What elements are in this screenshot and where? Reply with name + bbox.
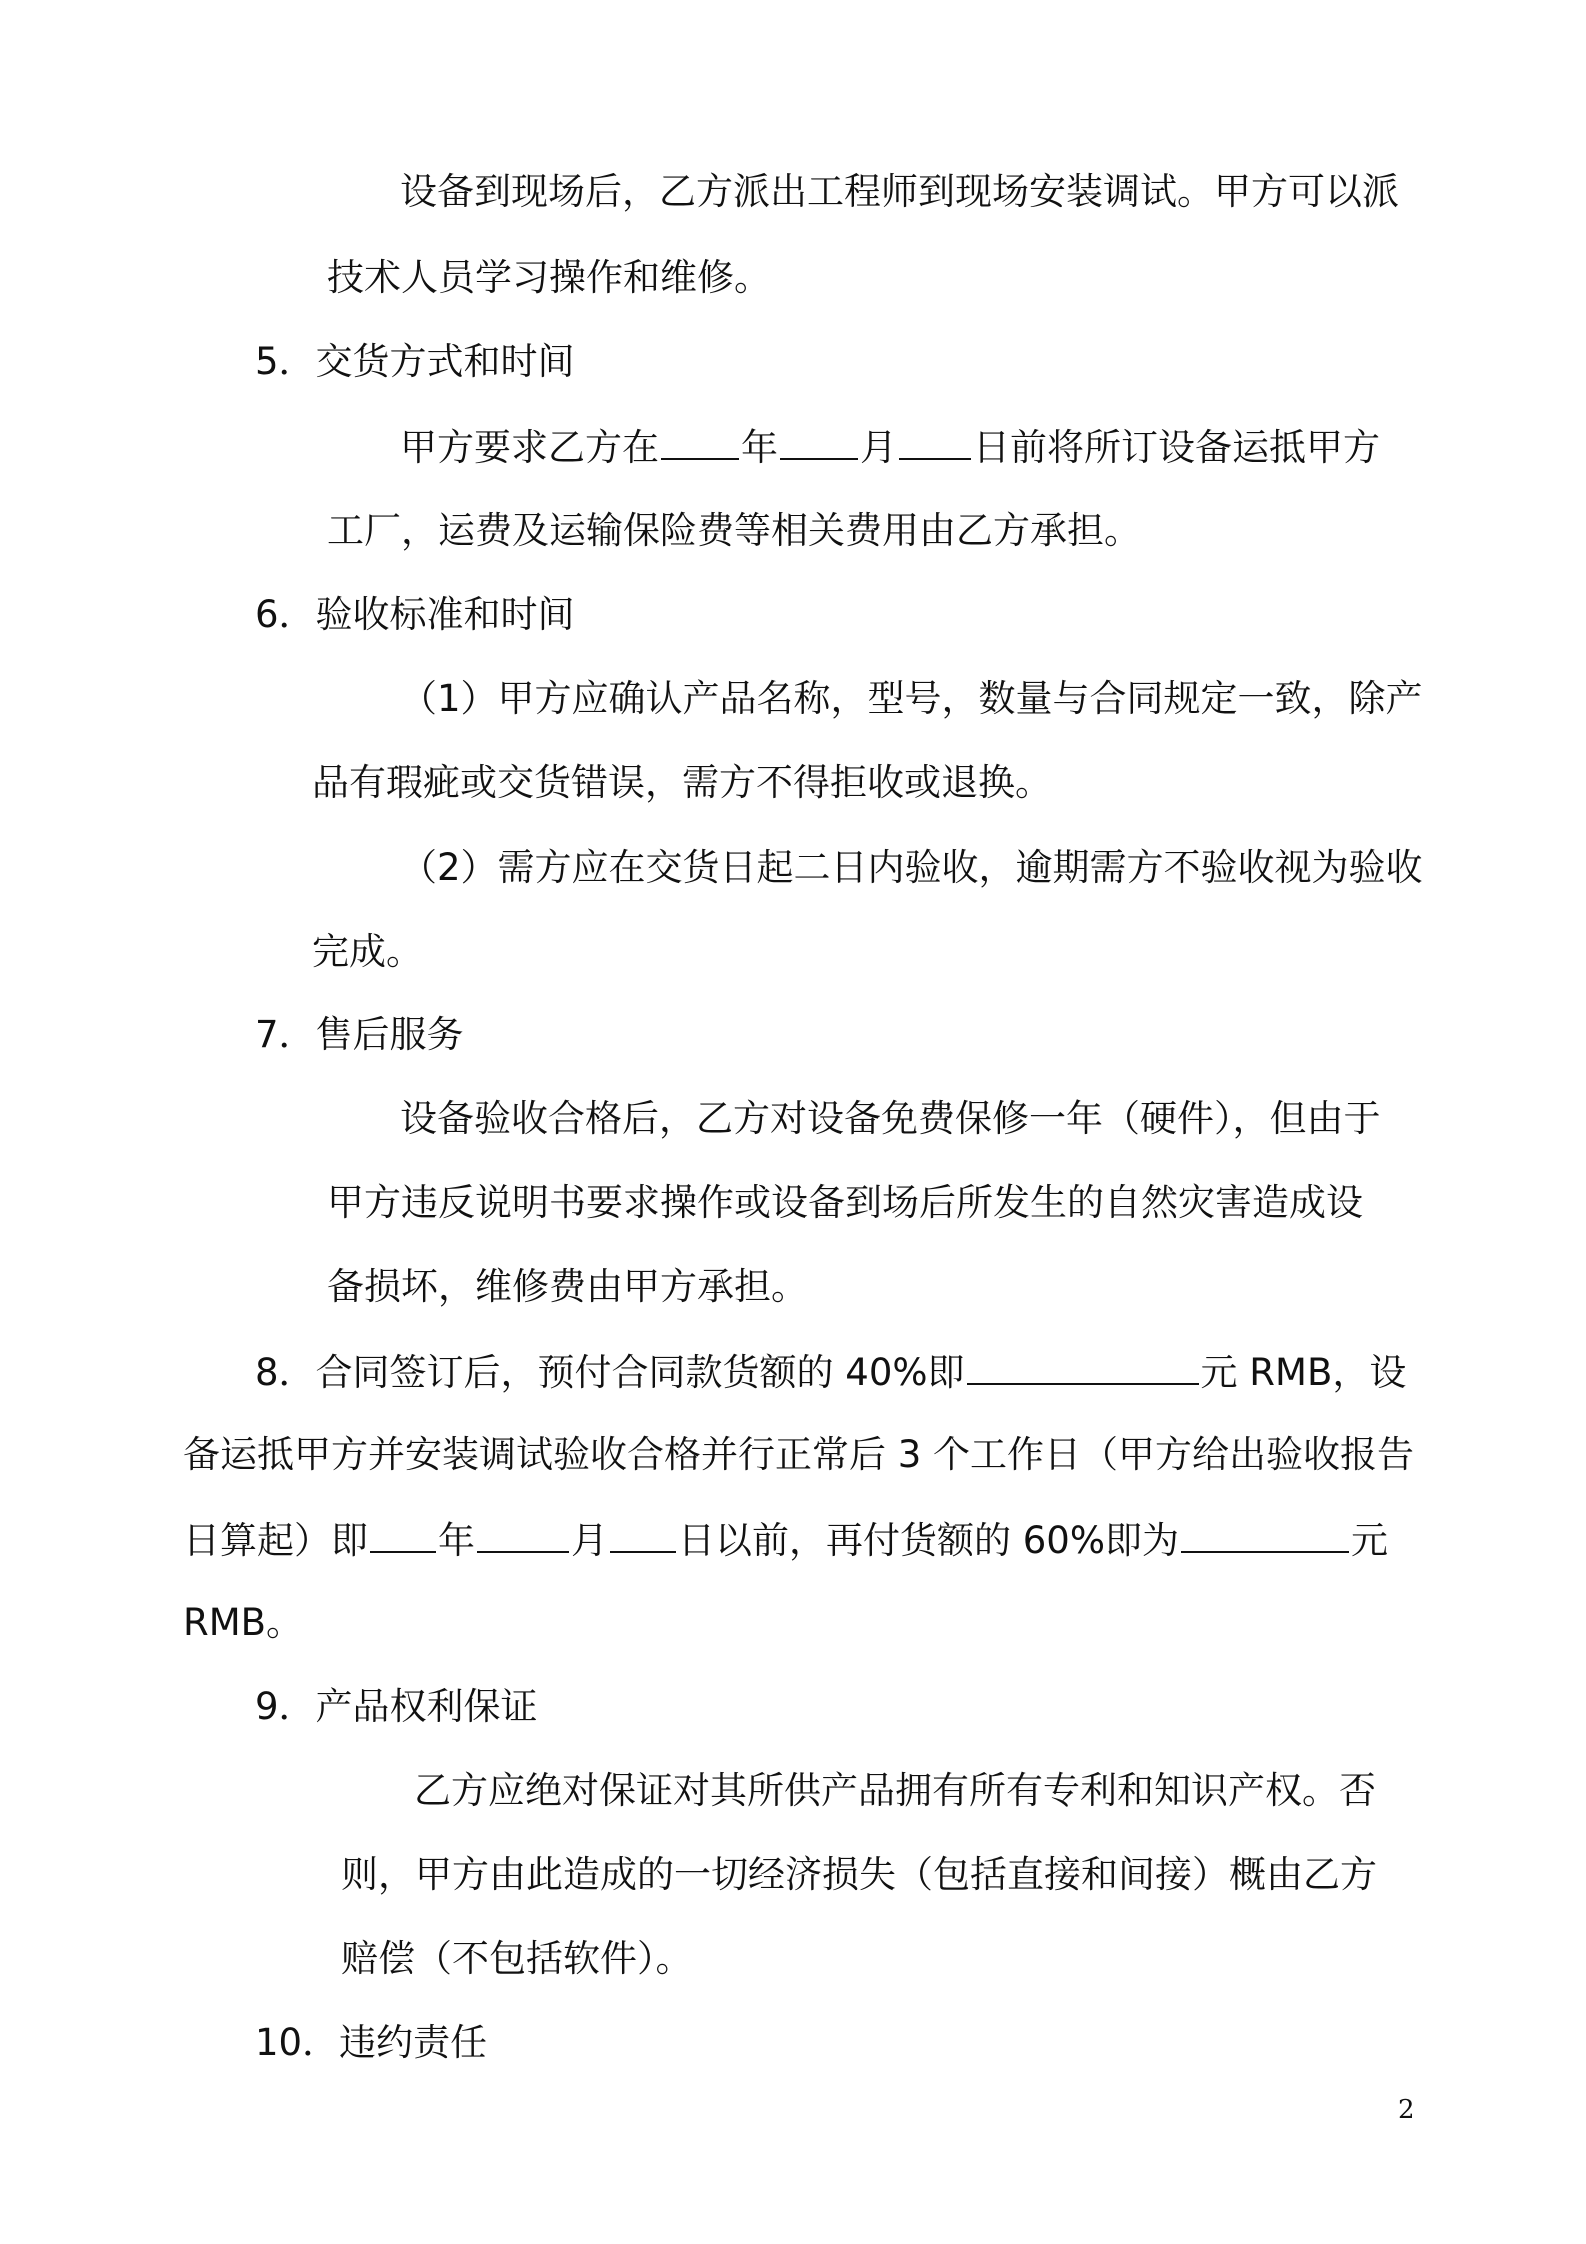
section-8-line-3 [183, 1517, 1388, 1563]
section-9-line-2: 则，甲方由此造成的一切经济损失（包括直接和间接）概由乙方 [341, 1853, 1377, 1896]
s5-year-label: 年 [741, 426, 778, 469]
section-6-p2-line-1: （2）需方应在交货日起二日内验收，逾期需方不验收视为验收 [400, 846, 1423, 889]
s8-text-b: 元 RMB，设 [1200, 1351, 1407, 1394]
section-8-line-4: RMB。 [183, 1601, 304, 1644]
year-blank-2 [370, 1517, 436, 1553]
month-blank [780, 424, 858, 460]
s8-text-a: 8．合同签订后，预付合同款货额的 40%即 [255, 1351, 965, 1394]
s8-month-label: 月 [571, 1519, 608, 1562]
day-blank-2 [610, 1517, 676, 1553]
section-5-line-1 [400, 424, 1380, 470]
section-10-heading: 10．违约责任 [255, 2021, 488, 2064]
section-9-line-1: 乙方应绝对保证对其所供产品拥有所有专利和知识产权。否 [414, 1769, 1376, 1812]
install-line-1: 设备到现场后，乙方派出工程师到现场安装调试。甲方可以派 [400, 170, 1399, 213]
year-blank [661, 424, 739, 460]
section-5-heading: 5．交货方式和时间 [255, 340, 575, 383]
section-6-heading: 6．验收标准和时间 [255, 593, 575, 636]
section-6-p1-line-2: 品有瑕疵或交货错误，需方不得拒收或退换。 [312, 761, 1052, 804]
s5-month-label: 月 [860, 426, 897, 469]
s8-text-e: 元 [1351, 1519, 1388, 1562]
s8-text-d: 日以前，再付货额的 60%即为 [678, 1519, 1179, 1562]
s5-text-b: 日前将所订设备运抵甲方 [973, 426, 1380, 469]
section-9-line-3: 赔偿（不包括软件）。 [341, 1937, 693, 1980]
section-7-line-1: 设备验收合格后，乙方对设备免费保修一年（硬件），但由于 [400, 1097, 1381, 1140]
section-9-heading: 9．产品权利保证 [255, 1685, 538, 1728]
section-8-line-2: 备运抵甲方并安装调试验收合格并行正常后 3 个工作日（甲方给出验收报告 [183, 1433, 1415, 1476]
section-7-line-2: 甲方违反说明书要求操作或设备到场后所发生的自然灾害造成设 [327, 1181, 1363, 1224]
section-6-p2-line-2: 完成。 [312, 930, 423, 973]
section-8-line-1 [255, 1349, 1406, 1395]
month-blank-2 [477, 1517, 569, 1553]
page-number: 2 [1398, 2095, 1415, 2125]
s5-text-a: 甲方要求乙方在 [400, 426, 659, 469]
section-6-p1-line-1: （1）甲方应确认产品名称，型号，数量与合同规定一致，除产 [400, 677, 1423, 720]
section-7-line-3: 备损坏，维修费由甲方承担。 [327, 1265, 808, 1308]
amount-blank-40 [967, 1349, 1199, 1385]
section-5-line-2: 工厂，运费及运输保险费等相关费用由乙方承担。 [327, 509, 1141, 552]
install-line-2: 技术人员学习操作和维修。 [327, 256, 771, 299]
section-7-heading: 7．售后服务 [255, 1013, 464, 1056]
day-blank [899, 424, 971, 460]
s8-text-c: 日算起）即 [183, 1519, 368, 1562]
amount-blank-60 [1181, 1517, 1349, 1553]
s8-year-label: 年 [438, 1519, 475, 1562]
